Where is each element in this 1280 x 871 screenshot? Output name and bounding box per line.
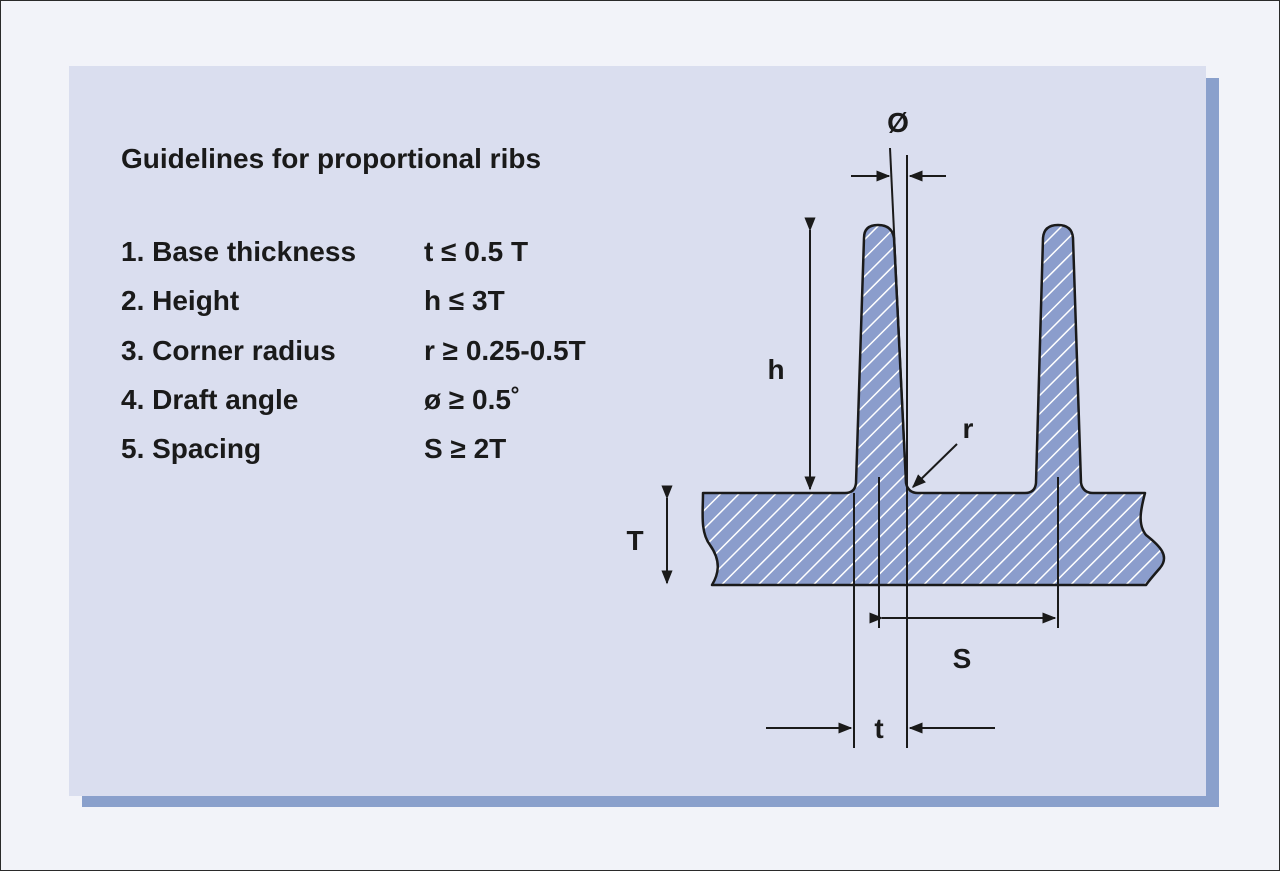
guideline-value: t ≤ 0.5 T [424,236,529,267]
radius-leader-arrow [913,444,957,487]
figure-title: Guidelines for proportional ribs [121,143,542,174]
guideline-label: 3. Corner radius [121,334,336,366]
guideline-value: h ≤ 3T [424,285,505,317]
part-cross-section [703,225,1164,585]
base-thickness-label: T [626,525,644,556]
guideline-value: r ≥ 0.25-0.5T [424,334,586,366]
height-label: h [767,354,785,385]
rib-thickness-label: t [874,713,884,744]
spacing-label: S [952,643,972,674]
draft-angle-label: Ø [887,107,909,138]
guideline-value: ø ≥ 0.5˚ [424,383,521,415]
guideline-label: 5. Spacing [121,433,262,465]
guideline-label: 1. Base thickness [121,236,357,267]
radius-label: r [962,413,974,444]
guideline-value: S ≥ 2T [424,433,507,465]
guideline-label: 4. Draft angle [121,383,299,415]
guideline-label: 2. Height [121,285,240,317]
